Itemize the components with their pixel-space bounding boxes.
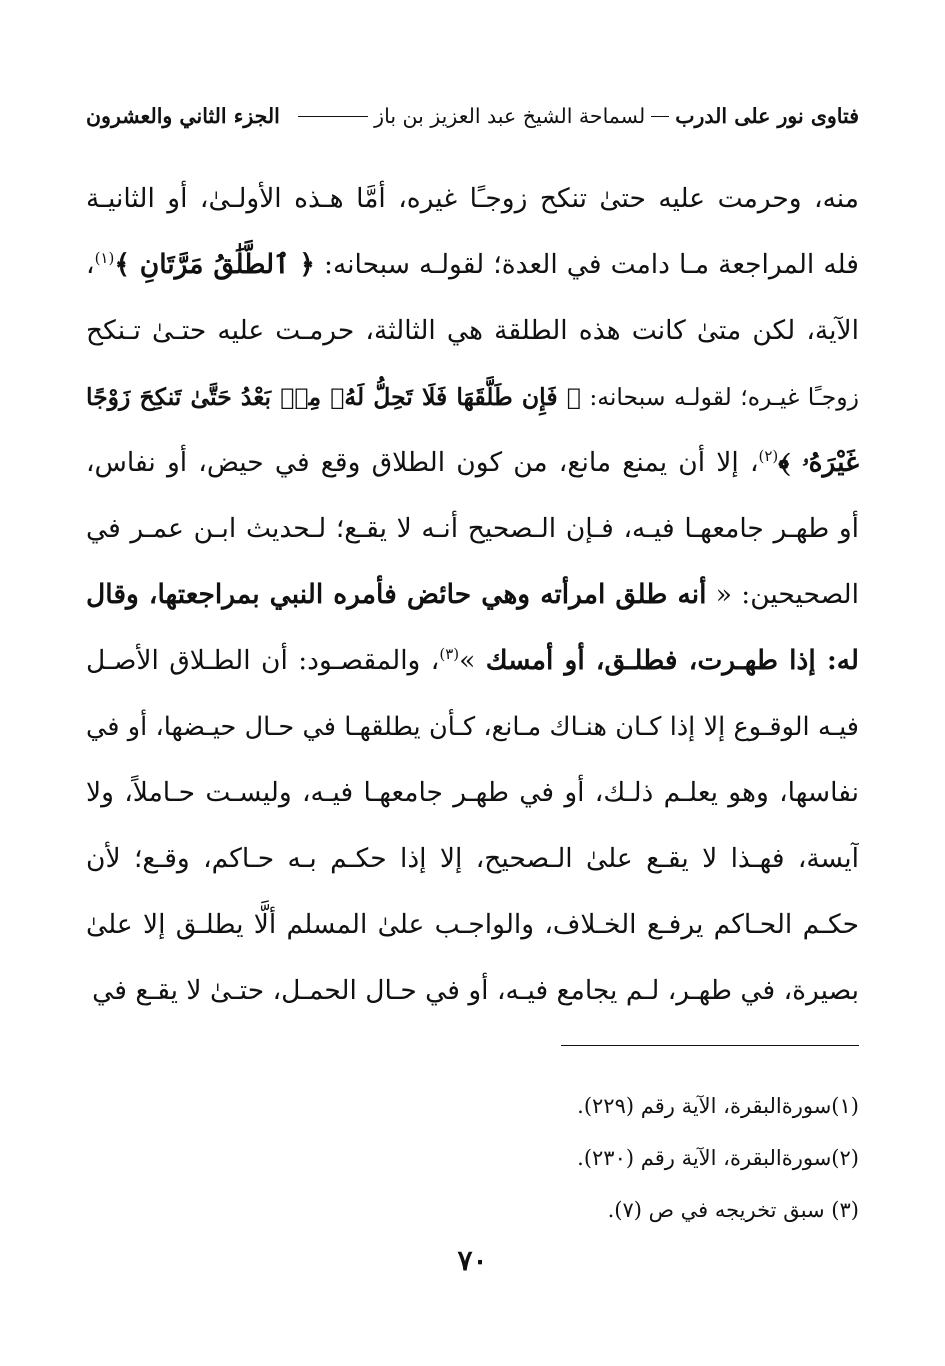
footnote-ref: (١) (94, 249, 115, 268)
text-segment: ، إلا أن يمنع مانع، من كون الطلاق وقع في حيض، أو نفاس، (86, 447, 759, 478)
text-segment: فله المراجعة مـا دامت في العدة؛ لقولـه سبحانه: (314, 249, 859, 280)
text-segment: حكـم الحـاكم يرفـع الخـلاف، والواجـب علىٰ المسلم ألَّا يطلـق إلا علىٰ (86, 909, 859, 940)
header-dash-long (298, 116, 368, 117)
quran-quote: ﴿ فَإِن طَلَّقَهَا فَلَا تَحِلُّ لَهُۥ مِنۢ بَعْدُ حَتَّىٰ تَنكِحَ زَوْجًا (86, 383, 581, 411)
body-text (86, 166, 859, 1024)
text-line (86, 562, 859, 628)
text-segment: ، والمقصـود: أن الطـلاق الأصـل (86, 645, 440, 676)
quran-quote: غَيْرَهُۥ ﴾ (778, 447, 859, 478)
text-segment: نفاسها، وهو يعلـم ذلـك، أو في طهـر جامعهـا فيـه، وليسـت حـاملاً، ولا (86, 777, 859, 808)
author-name: لسماحة الشيخ عبد العزيز بن باز (374, 104, 646, 128)
text-line (86, 166, 859, 232)
footnote-1: (١)سورةالبقرة، الآية رقم (٢٢٩). (577, 1094, 859, 1118)
text-segment: منه، وحرمت عليه حتىٰ تنكح زوجـًا غيره، أمَّا هـذه الأولـىٰ، أو الثانيـة (86, 183, 859, 214)
footnote-ref: (٣) (439, 645, 460, 664)
footnote-2: (٢)سورةالبقرة، الآية رقم (٢٣٠). (577, 1146, 859, 1170)
text-segment: أو طهـر جامعهـا فيـه، فـإن الـصحيح أنـه لا يقـع؛ لـحديث ابـن عمـر في (86, 513, 859, 544)
text-segment: الصحيحين: « (706, 579, 859, 610)
text-line (86, 826, 859, 892)
footnote-3: (٣) سبق تخريجه في ص (٧). (607, 1198, 859, 1222)
footnotes (86, 1080, 859, 1236)
text-segment: بصيرة، في طهـر، لـم يجامع فيـه، أو في حـال الحمـل، حتـىٰ لا يقـع في (92, 975, 859, 1006)
text-segment: له: إذا طهـرت، فطلـق، أو أمسك (485, 645, 859, 676)
book-title: فتاوى نور على الدرب (675, 104, 859, 128)
text-segment: زوجـًا غيـره؛ لقولـه سبحانه: (580, 383, 859, 411)
text-line (86, 496, 859, 562)
header-dash (651, 116, 669, 117)
page-number: ٧٠ (457, 1244, 488, 1277)
text-segment: أنه طلق امرأته وهي حائض فأمره النبي بمراجعتها، وقال (86, 579, 707, 610)
text-line (86, 628, 859, 694)
text-segment: الآية، لكن متىٰ كانت هذه الطلقة هي الثالثة، حرمـت عليه حتـىٰ تـنكح (86, 315, 859, 346)
running-header (86, 104, 859, 128)
text-line (86, 232, 859, 298)
volume-part: الجزء الثاني والعشرون (86, 104, 280, 128)
text-line (86, 958, 859, 1024)
text-segment: ، (86, 249, 95, 280)
text-line (86, 694, 859, 760)
text-line (86, 364, 859, 430)
text-line (86, 298, 859, 364)
text-segment: فيـه الوقـوع إلا إذا كـان هنـاك مـانع، كـأن يطلقهـا في حـال حيـضها، أو في (86, 712, 859, 742)
text-line (86, 760, 859, 826)
text-line (86, 892, 859, 958)
footnote-separator (561, 1045, 859, 1046)
quran-quote: ﴿ ٱلطَّلَٰقُ مَرَّتَانِ ﴾ (114, 249, 315, 280)
text-line (86, 430, 859, 496)
footnote-ref: (٢) (758, 447, 779, 466)
text-segment: آيسة، فهـذا لا يقـع علىٰ الـصحيح، إلا إذا حكـم بـه حـاكم، وقـع؛ لأن (86, 843, 859, 874)
text-segment: » (459, 645, 486, 676)
